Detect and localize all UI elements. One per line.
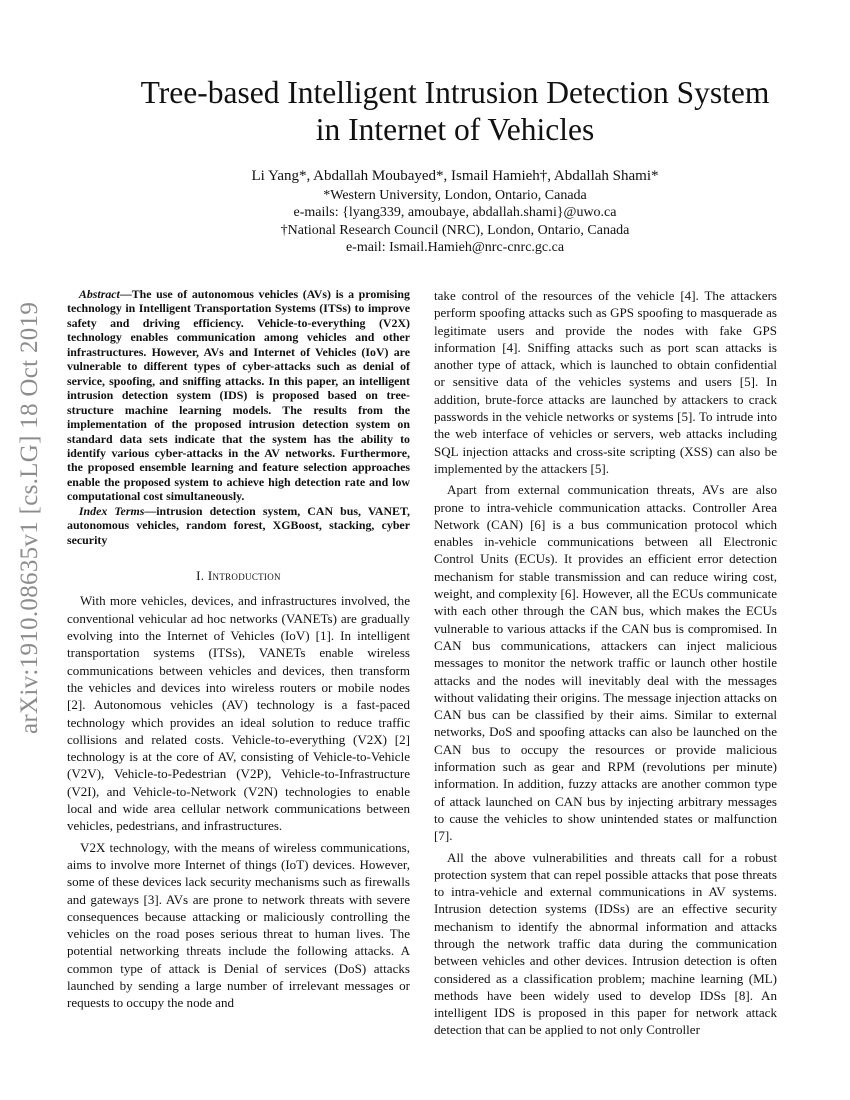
- email-2: e-mail: Ismail.Hamieh@nrc-cnrc.gc.ca: [345, 240, 565, 256]
- paragraph: take control of the resources of the vehicle [4]. The attackers perform spoofing attacks such as GPS spoofing to masquerade as legitimate users and provide the nodes with fake GPS information [4]. Sniffing attacks such as port scan attacks is another type of attack, which is launched to obtain confidential or sensitive data of the vehicles systems and users [5]. In addition, brute-force attacks are launched by attackers to crack passwords in the vehicle networks or systems [5]. To intrude into the web interface of vehicles or servers, web attacks including SQL injection attacks and cross-site scripting (XSS) can also be implemented by the attackers [5].: [434, 288, 777, 476]
- section-number: I.: [196, 568, 208, 584]
- index-terms-text: —intrusion detection system, CAN bus, VANET, autonomous vehicles, random forest, XGBoost, stacking, cyber security: [67, 503, 410, 547]
- email-1: e-mails: {lyang339, amoubaye, abdallah.shami}@uwo.ca: [293, 205, 617, 221]
- abstract: [67, 287, 410, 504]
- affiliation-2: †National Research Council (NRC), London, Ontario, Canada: [280, 222, 630, 238]
- paragraph: With more vehicles, devices, and infrastructures involved, the conventional vehicular ad hoc networks (VANETs) are gradually evolving into the Internet of Vehicles (IoV) [1]. In intelligent transportation systems (ITSs), VANETs enable wireless communications between vehicles and devices, then transform the vehicles and devices into wireless routers or mobile nodes [2]. Autonomous vehicles (AV) technology is a fast-paced technology which provides an ideal solution to reduce traffic collisions and related costs. Vehicle-to-everything (V2X) [2] technology is at the core of AV, consisting of Vehicle-to-Vehicle (V2V), Vehicle-to-Pedestrian (V2P), Vehicle-to-Infrastructure (V2I), and Vehicle-to-Network (V2N) technologies to enable local and wide area cellular network communications between vehicles, pedestrians, and infrastructures.: [67, 593, 410, 834]
- title-line-2: in Internet of Vehicles: [315, 112, 595, 147]
- section-title: Introduction: [207, 568, 281, 584]
- author-block: [70, 168, 840, 257]
- affiliation-1: *Western University, London, Ontario, Canada: [323, 187, 587, 203]
- abstract-label: Abstract: [78, 287, 120, 301]
- paragraph: All the above vulnerabilities and threats call for a robust protection system that can repel possible attacks that pose threats to intra-vehicle and external communications in AV systems. Intrusion detection systems (IDSs) are an effective security mechanism to identify the abnormal information and attacks through the network traffic data during the communication between vehicles and other devices. Intrusion detection is often considered as a classification problem; machine learning (ML) methods have been widely used to develop IDSs [8]. An intelligent IDS is proposed in this paper for network attack detection that can be applied to not only Controller: [434, 849, 777, 1038]
- abstract-text: —The use of autonomous vehicles (AVs) is a promising technology in Intelligent Transportation Systems (ITSs) to improve safety and driving efficiency. Vehicle-to-everything (V2X) technology enables communication among vehicles and other infrastructures. However, AVs and Internet of Vehicles (IoV) are vulnerable to different types of cyber-attacks such as denial of service, spoofing, and sniffing attacks. In this paper, an intelligent intrusion detection system (IDS) is proposed based on tree-structure machine learning models. The results from the implementation of the proposed intrusion detection system on standard data sets indicate that the system has the ability to identify various cyber-attacks in the AV networks. Furthermore, the proposed ensemble learning and feature selection approaches enable the proposed system to achieve high detection rate and low computational cost simultaneously.: [67, 287, 410, 504]
- left-column: [67, 287, 410, 1012]
- paragraph: V2X technology, with the means of wireless communications, aims to involve more Internet of things (IoT) devices. However, some of these devices lack security mechanisms such as firewalls and gateways [3]. AVs are prone to network threats with severe consequences because attacking or maliciously controlling the vehicles on the road poses serious threat to human lives. The potential networking threats include the following attacks. A common type of attack is Denial of services (DoS) attacks launched by sending a large number of irrelevant messages or requests to occupy the node and: [67, 839, 410, 1011]
- section-heading: [67, 567, 410, 584]
- index-terms: [67, 504, 410, 547]
- right-column: [434, 287, 777, 1039]
- title-line-1: Tree-based Intelligent Intrusion Detection System: [140, 75, 770, 110]
- paper-title: [70, 74, 840, 148]
- index-terms-label: Index Terms: [78, 503, 145, 518]
- paragraph: Apart from external communication threats, AVs are also prone to intra-vehicle communication attacks. Controller Area Network (CAN) [6] is a bus communication protocol which enables in-vehicle communications between all Electronic Control Units (ECUs). It provides an efficient error detection mechanism for stable transmission and can reduce wiring cost, weight, and complexity [6]. However, all the ECUs communicate with each other through the CAN bus, which makes the ECUs vulnerable to various attacks if the CAN bus is compromised. In CAN bus communications, attackers can inject malicious messages to monitor the network traffic or launch other hostile attacks and the nodes will inevitably deal with the messages without validating their origins. The message injection attacks on CAN bus can be classified by their aims. Similar to external networks, DoS and spoofing attacks can also be launched on the CAN bus to occupy the resources or provide malicious information such as gear and RPM (revolutions per minute) information. In addition, fuzzy attacks are another common type of attack launched on CAN bus by injecting arbitrary messages to cause the vehicles to show unintended states or malfunction [7].: [434, 482, 777, 844]
- arxiv-watermark: arXiv:1910.08635v1 [cs.LG] 18 Oct 2019: [16, 301, 43, 735]
- author-names: Li Yang*, Abdallah Moubayed*, Ismail Hamieh†, Abdallah Shami*: [251, 168, 659, 184]
